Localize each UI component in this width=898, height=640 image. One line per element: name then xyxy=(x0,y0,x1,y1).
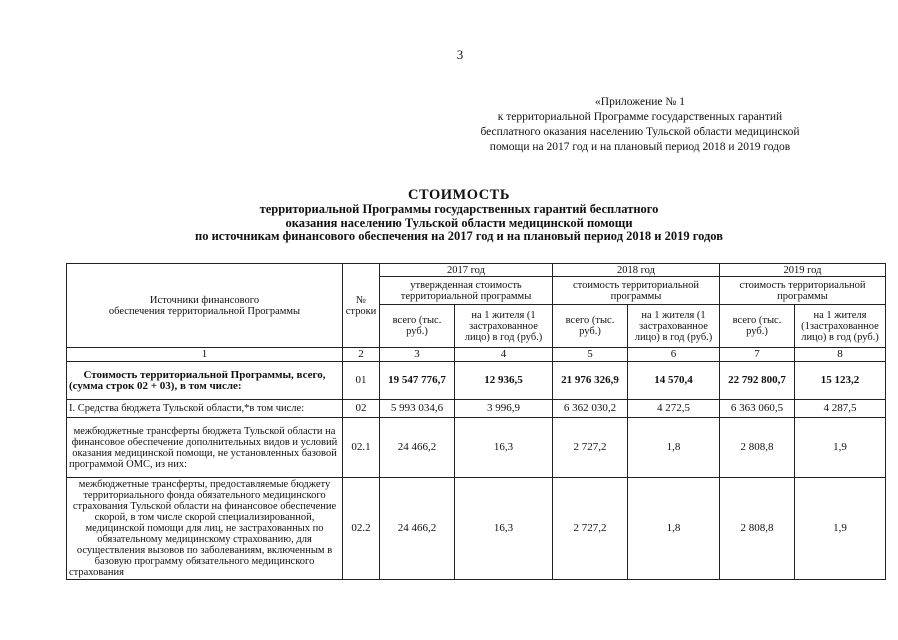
column-number: 4 xyxy=(455,348,553,362)
title-main: СТОИМОСТЬ xyxy=(408,187,510,203)
appendix-line-3: бесплатного оказания населению Тульской области медицинской xyxy=(480,126,800,138)
header-cost-2017: утвержденная стоимость территориальной программы xyxy=(380,277,553,305)
table-row xyxy=(67,400,886,418)
appendix-line-1: «Приложение № 1 xyxy=(595,96,685,108)
row-name: межбюджетные трансферты, предоставляемые бюджету территориального фонда обязательного медицинского страхования Тульской области на финансовое обеспечение скорой, в том числе скорой специализированной, медицинской помощи для лиц, не застрахованных по обязательному медицинскому страхованию, для осуществления вызовов по заболеваниям, включенным в базовую программу обязательного медицинского страхования xyxy=(67,478,343,580)
row-value: 15 123,2 xyxy=(795,362,886,400)
header-total-2019: всего (тыс. руб.) xyxy=(720,305,795,348)
header-year-2018: 2018 год xyxy=(553,264,720,277)
row-value: 1,9 xyxy=(795,478,886,580)
row-value: 3 996,9 xyxy=(455,400,553,418)
document-title xyxy=(100,188,818,244)
row-value: 2 808,8 xyxy=(720,418,795,478)
column-number: 6 xyxy=(628,348,720,362)
header-row-number xyxy=(343,264,380,348)
row-value: 6 363 060,5 xyxy=(720,400,795,418)
row-value: 2 727,2 xyxy=(553,418,628,478)
header-sources-line-2: обеспечения территориальной Программы xyxy=(108,305,301,317)
column-number: 2 xyxy=(343,348,380,362)
table-row xyxy=(67,362,886,400)
column-number: 3 xyxy=(380,348,455,362)
row-value: 4 272,5 xyxy=(628,400,720,418)
column-number: 1 xyxy=(67,348,343,362)
appendix-line-4: помощи на 2017 год и на плановый период 2018 и 2019 годов xyxy=(489,141,791,153)
row-name: Стоимость территориальной Программы, всего, (сумма строк 02 + 03), в том числе: xyxy=(67,362,343,400)
header-total-2017: всего (тыс. руб.) xyxy=(380,305,455,348)
header-per-capita-2018: на 1 жителя (1 застрахованное лицо) в год (руб.) xyxy=(628,305,720,348)
row-value: 16,3 xyxy=(455,418,553,478)
row-value: 16,3 xyxy=(455,478,553,580)
header-total-2018: всего (тыс. руб.) xyxy=(553,305,628,348)
row-value: 1,8 xyxy=(628,418,720,478)
title-line-2: оказания населению Тульской области медицинской помощи xyxy=(285,215,633,230)
row-value: 14 570,4 xyxy=(628,362,720,400)
row-value: 24 466,2 xyxy=(380,418,455,478)
header-year-2019: 2019 год xyxy=(720,264,886,277)
row-value: 22 792 800,7 xyxy=(720,362,795,400)
column-number: 7 xyxy=(720,348,795,362)
table-row xyxy=(67,418,886,478)
row-value: 4 287,5 xyxy=(795,400,886,418)
cost-table xyxy=(66,263,886,580)
row-name: I. Средства бюджета Тульской области,*в том числе: xyxy=(67,400,343,418)
header-year-2017: 2017 год xyxy=(380,264,553,277)
column-number: 5 xyxy=(553,348,628,362)
header-row-number-line-2: строки xyxy=(345,305,377,317)
row-value: 2 808,8 xyxy=(720,478,795,580)
table-row xyxy=(67,478,886,580)
header-row-years xyxy=(67,264,886,277)
row-value: 2 727,2 xyxy=(553,478,628,580)
title-line-3: по источникам финансового обеспечения на 2017 год и на плановый период 2018 и 2019 годов xyxy=(195,229,723,243)
header-row-number-line-1: № xyxy=(355,294,367,306)
row-line-number: 02.2 xyxy=(343,478,380,580)
row-line-number: 02 xyxy=(343,400,380,418)
column-number-row xyxy=(67,348,886,362)
header-per-capita-2019: на 1 жителя (1застрахованное лицо) в год (руб.) xyxy=(795,305,886,348)
appendix-line-2: к территориальной Программе государственных гарантий xyxy=(497,111,783,123)
row-value: 1,9 xyxy=(795,418,886,478)
page-number: 3 xyxy=(456,47,464,62)
row-line-number: 02.1 xyxy=(343,418,380,478)
row-name: межбюджетные трансферты бюджета Тульской области на финансовое обеспечение дополнительных видов и условий оказания медицинской помощи, не установленных базовой программой ОМС, из них: xyxy=(67,418,343,478)
header-cost-2018: стоимость территориальной программы xyxy=(553,277,720,305)
row-value: 21 976 326,9 xyxy=(553,362,628,400)
row-line-number: 01 xyxy=(343,362,380,400)
row-value: 6 362 030,2 xyxy=(553,400,628,418)
row-value: 5 993 034,6 xyxy=(380,400,455,418)
row-value: 12 936,5 xyxy=(455,362,553,400)
row-value: 19 547 776,7 xyxy=(380,362,455,400)
row-value: 24 466,2 xyxy=(380,478,455,580)
row-value: 1,8 xyxy=(628,478,720,580)
header-sources-line-1: Источники финансового xyxy=(149,294,260,306)
header-sources xyxy=(67,264,343,348)
column-number: 8 xyxy=(795,348,886,362)
header-cost-2019: стоимость территориальной программы xyxy=(720,277,886,305)
header-per-capita-2017: на 1 жителя (1 застрахованное лицо) в год (руб.) xyxy=(455,305,553,348)
appendix-note xyxy=(440,95,840,155)
title-line-1: территориальной Программы государственных гарантий бесплатного xyxy=(259,202,659,216)
